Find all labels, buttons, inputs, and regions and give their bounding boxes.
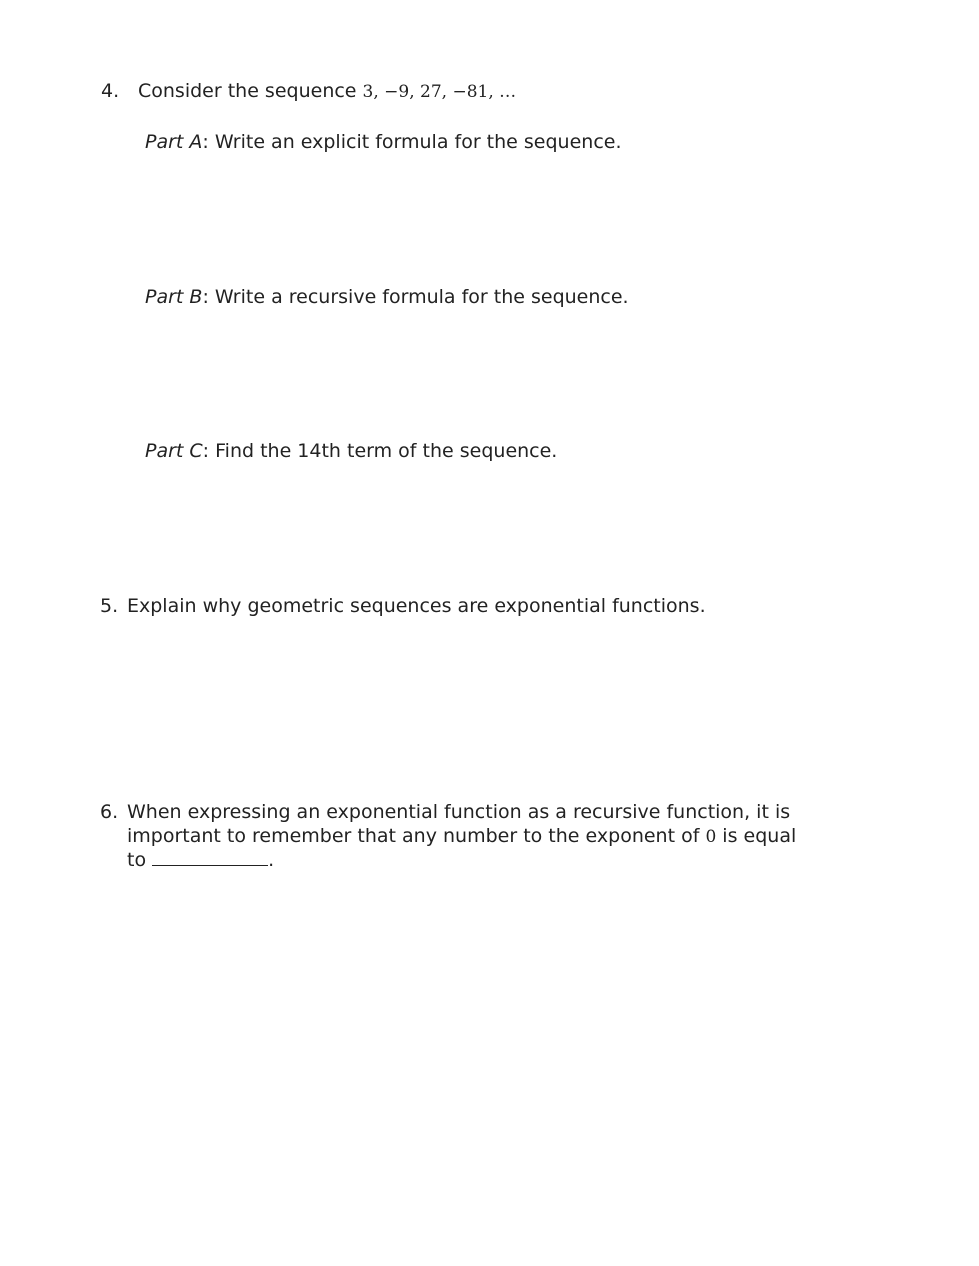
question-4-number: 4. xyxy=(101,80,120,102)
question-6-line-2 xyxy=(127,824,796,849)
question-4-part-b xyxy=(145,285,629,309)
question-4-stem-text: Consider the sequence xyxy=(138,80,363,102)
question-6-line-1: When expressing an exponential function as a recursive function, it is xyxy=(127,801,791,823)
question-6-line-3 xyxy=(127,848,274,872)
part-a-label: Part A xyxy=(145,131,203,153)
answer-blank[interactable] xyxy=(152,848,268,866)
question-4-part-a xyxy=(145,130,622,154)
part-c-text: : Find the 14th term of the sequence. xyxy=(202,440,558,462)
question-6-zero: 0 xyxy=(705,827,717,847)
question-5-text: Explain why geometric sequences are exponential functions. xyxy=(127,595,706,617)
part-b-text: : Write a recursive formula for the sequence. xyxy=(202,286,629,308)
question-4-stem xyxy=(138,79,516,104)
question-6-line-3-after: . xyxy=(268,849,275,871)
question-4-part-c xyxy=(145,439,557,463)
part-a-text: : Write an explicit formula for the sequence. xyxy=(202,131,622,153)
part-c-label: Part C xyxy=(145,440,203,462)
question-6-line-2-after: is equal xyxy=(716,825,797,847)
question-5-number: 5. xyxy=(100,595,119,617)
part-b-label: Part B xyxy=(145,286,203,308)
question-6-line-2-before: important to remember that any number to the exponent of xyxy=(127,825,706,847)
question-4-sequence: 3, −9, 27, −81, … xyxy=(362,82,517,102)
question-6-line-3-before: to xyxy=(127,849,153,871)
question-6-number: 6. xyxy=(100,801,119,823)
